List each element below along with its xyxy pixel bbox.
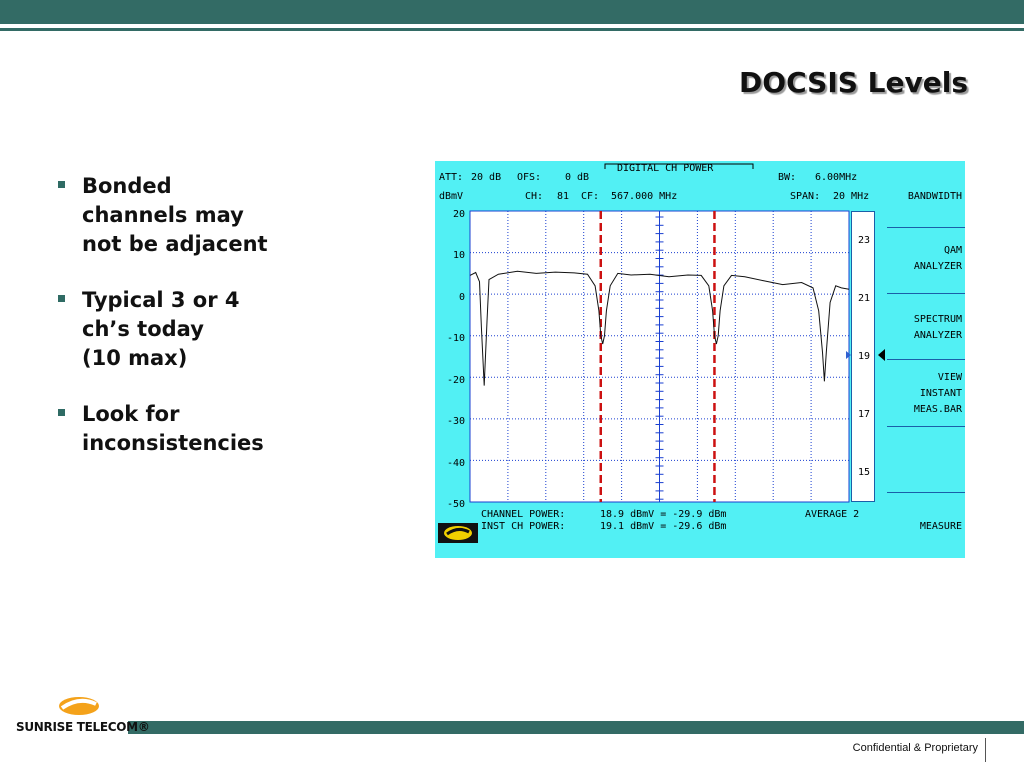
scale-pointer-icon	[878, 349, 885, 361]
bullet-item	[58, 172, 358, 259]
softkey-view-instant-meas-bar[interactable]	[914, 372, 962, 415]
y-tick-label: -40	[446, 458, 465, 469]
bullet-item	[58, 286, 358, 373]
channel-power-value: 18.9 dBmV = -29.9 dBm	[600, 509, 727, 520]
cf-value: 567.000 MHz	[611, 191, 678, 202]
softkey-divider	[887, 426, 965, 427]
brand-badge-icon	[438, 523, 478, 543]
average-label: AVERAGE 2	[805, 509, 860, 520]
bw-label: BW:	[778, 172, 797, 183]
att-label: ATT:	[439, 172, 464, 183]
softkey-label: SPECTRUM	[913, 314, 962, 325]
softkey-spectrum-analyzer[interactable]	[914, 314, 962, 341]
ofs-label: OFS:	[517, 172, 542, 183]
softkey-label: MEAS.BAR	[913, 404, 962, 415]
bullet-line: ch’s today	[82, 317, 204, 341]
bullet-line: (10 max)	[82, 346, 188, 370]
softkey-divider	[887, 359, 965, 360]
logo-text: SUNRISE TELECOM®	[16, 720, 150, 734]
footer-text: Confidential & Proprietary	[852, 742, 978, 754]
company-logo	[14, 692, 150, 740]
level-scale-bar	[851, 211, 875, 502]
softkey-bandwidth[interactable]: BANDWIDTH	[907, 191, 962, 202]
softkey-label: ANALYZER	[913, 330, 962, 341]
bullet-list	[58, 172, 358, 485]
ch-value: 81	[557, 191, 570, 202]
unit-label: dBmV	[439, 191, 464, 202]
bullet-line: Look for	[82, 402, 180, 426]
sunrise-logo-icon	[56, 696, 102, 716]
bullet-line: Bonded	[82, 174, 172, 198]
bullet-marker-icon	[58, 409, 65, 416]
mode-title: DIGITAL CH POWER	[617, 163, 714, 174]
bullet-marker-icon	[58, 295, 65, 302]
softkey-divider	[887, 293, 965, 294]
scale-value: 19	[857, 351, 871, 362]
y-tick-label: -10	[446, 333, 465, 344]
inst-ch-power-label: INST CH POWER:	[481, 521, 566, 532]
slide-title: DOCSIS Levels	[739, 66, 968, 99]
y-tick-label: -50	[446, 499, 465, 510]
softkey-label: QAM	[943, 245, 962, 256]
y-tick-label: -20	[446, 375, 465, 386]
bullet-marker-icon	[58, 181, 65, 188]
bullet-line: Typical 3 or 4	[82, 288, 240, 312]
softkey-label: ANALYZER	[913, 261, 962, 272]
scale-value: 23	[857, 235, 871, 246]
channel-power-label: CHANNEL POWER:	[481, 509, 566, 520]
softkey-divider	[887, 492, 965, 493]
scale-value: 21	[857, 293, 871, 304]
bottom-band	[128, 721, 1024, 734]
softkey-divider	[887, 227, 965, 228]
footer-divider	[985, 738, 986, 762]
y-tick-label: 0	[458, 292, 465, 303]
spectrum-plot	[435, 161, 965, 558]
y-tick-label: 10	[452, 250, 465, 261]
bullet-line: not be adjacent	[82, 232, 268, 256]
softkey-label: INSTANT	[919, 388, 962, 399]
scale-value: 17	[857, 409, 871, 420]
bullet-item	[58, 400, 358, 458]
analyzer-screen	[435, 161, 965, 558]
span-value: 20 MHz	[833, 191, 870, 202]
softkey-qam-analyzer[interactable]	[914, 245, 962, 272]
bullet-line: channels may	[82, 203, 244, 227]
softkey-label: VIEW	[937, 372, 962, 383]
top-rule	[0, 28, 1024, 31]
inst-ch-power-value: 19.1 dBmV = -29.6 dBm	[600, 521, 727, 532]
bw-value: 6.00MHz	[815, 172, 858, 183]
span-label: SPAN:	[790, 191, 821, 202]
scale-value: 15	[857, 467, 871, 478]
ofs-value: 0 dB	[565, 172, 590, 183]
softkey-measure[interactable]: MEASURE	[919, 521, 962, 532]
y-tick-label: -30	[446, 416, 465, 427]
cf-label: CF:	[581, 191, 600, 202]
bullet-line: inconsistencies	[82, 431, 264, 455]
att-value: 20 dB	[471, 172, 502, 183]
ch-label: CH:	[525, 191, 544, 202]
top-band	[0, 0, 1024, 24]
y-tick-label: 20	[452, 209, 465, 220]
